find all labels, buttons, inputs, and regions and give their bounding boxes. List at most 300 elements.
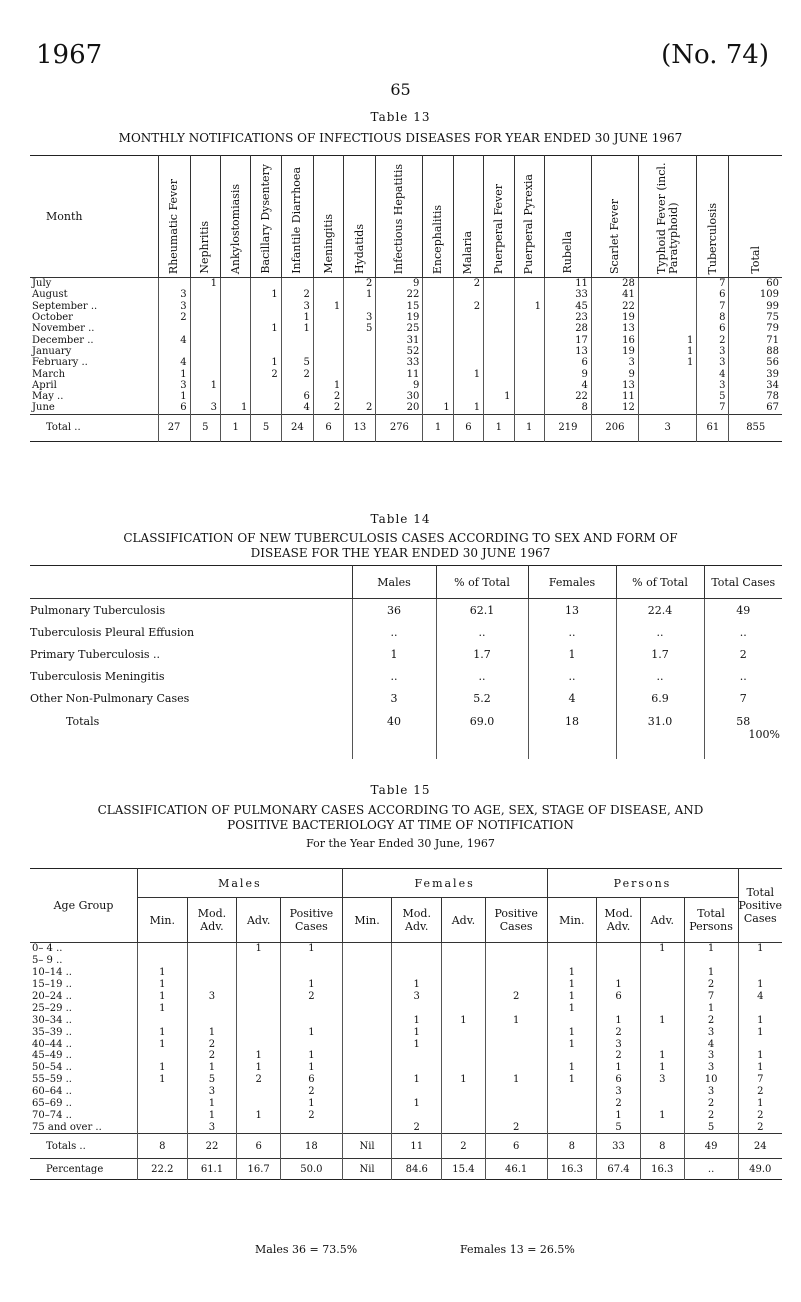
- column-header: [376, 156, 423, 278]
- column-header-text: Ankylostomiasis: [228, 183, 242, 274]
- data-cell: 10: [684, 1074, 738, 1086]
- data-cell: 3: [684, 1026, 738, 1038]
- data-cell: 1: [281, 1098, 343, 1110]
- table14: [30, 565, 782, 759]
- age-cell: 60–64 ..: [32, 1086, 72, 1098]
- data-cell: 1: [392, 1014, 442, 1026]
- blank-header: [30, 566, 352, 599]
- total-cell: 6: [485, 1134, 547, 1159]
- data-cell: 3: [187, 1086, 237, 1098]
- data-cell: 4: [158, 334, 190, 345]
- data-cell: [342, 991, 392, 1003]
- column-header-text: Infantile Diarrhoea: [290, 167, 304, 274]
- data-cell: 1: [547, 1026, 597, 1038]
- column-header: [313, 156, 343, 278]
- data-cell: 2: [485, 991, 547, 1003]
- data-cell: 109: [759, 289, 779, 301]
- data-cell: 3: [697, 357, 729, 368]
- total-cell: 2: [442, 1134, 486, 1159]
- data-cell: 1: [547, 979, 597, 991]
- percentage-cell: 16.3: [547, 1159, 597, 1180]
- month-cell: December ..: [30, 334, 158, 345]
- total-cell: [352, 709, 436, 759]
- total-label: Totals ..: [30, 1134, 137, 1159]
- data-cell: [190, 357, 220, 368]
- total-cell: 13: [344, 414, 376, 441]
- data-cell: [221, 368, 251, 379]
- data-cell: [547, 1121, 597, 1133]
- data-cell: [190, 301, 220, 312]
- table13: [30, 155, 782, 442]
- data-cell: [638, 301, 696, 312]
- percentage-cell: 67.4: [597, 1159, 641, 1180]
- data-cell: [221, 312, 251, 323]
- total-cell: 8: [547, 1134, 597, 1159]
- table-row: [30, 323, 782, 334]
- data-cell: 2: [344, 402, 376, 414]
- data-cell: 1: [251, 289, 281, 300]
- data-cell: [442, 1038, 486, 1050]
- data-cell: [137, 1014, 187, 1026]
- column-header-text: Infectious Hepatitis: [392, 163, 406, 274]
- data-cell: [137, 1109, 187, 1121]
- data-cell: [442, 1062, 486, 1074]
- data-cell: 1: [738, 1050, 782, 1062]
- data-cell: [640, 1038, 684, 1050]
- data-cell: 11: [376, 368, 423, 379]
- age-cell: 50–54 ..: [32, 1062, 72, 1074]
- page-header: [0, 40, 801, 80]
- data-cell: 1: [453, 402, 483, 414]
- data-cell: [514, 368, 544, 379]
- data-cell: 60: [766, 278, 779, 290]
- data-cell: 11: [591, 391, 638, 402]
- data-cell: [485, 1086, 547, 1098]
- data-cell: [237, 1121, 281, 1133]
- data-cell: [158, 346, 190, 357]
- column-header-text: Meningitis: [321, 214, 335, 274]
- total-cell: 6: [453, 414, 483, 441]
- data-cell: [237, 1038, 281, 1050]
- data-cell: 1: [187, 1109, 237, 1121]
- column-header-text: Rheumatic Fever: [167, 178, 181, 274]
- data-cell: [453, 312, 483, 323]
- data-cell: [190, 346, 220, 357]
- data-cell: 1: [738, 1098, 782, 1110]
- data-cell: 1: [137, 1038, 187, 1050]
- data-cell: 1: [485, 1074, 547, 1086]
- data-cell: 2: [251, 368, 281, 379]
- sub-column-header: Adv.: [442, 898, 486, 943]
- data-cell: 1: [190, 278, 220, 290]
- data-cell: 1: [187, 1026, 237, 1038]
- data-cell: 5.2: [436, 687, 528, 709]
- data-cell: [684, 955, 738, 967]
- column-header-text: Encephalitis: [431, 204, 445, 274]
- table-row: [30, 943, 782, 955]
- data-cell: [342, 1109, 392, 1121]
- column-header: [591, 156, 638, 278]
- table-row: [30, 1121, 782, 1133]
- data-cell: 2: [237, 1074, 281, 1086]
- data-cell: [281, 1121, 343, 1133]
- data-cell: [281, 380, 313, 391]
- data-cell: [484, 278, 514, 290]
- data-cell: 3: [684, 1050, 738, 1062]
- column-header: [344, 156, 376, 278]
- data-cell: 22: [376, 289, 423, 300]
- data-cell: 19: [376, 312, 423, 323]
- data-cell: [344, 391, 376, 402]
- data-cell: 6: [697, 289, 729, 300]
- data-cell: [638, 391, 696, 402]
- data-cell: 67: [766, 402, 779, 414]
- total-cell: [436, 709, 528, 759]
- data-cell: [547, 1050, 597, 1062]
- data-cell: [738, 967, 782, 979]
- data-cell: [597, 1002, 641, 1014]
- data-cell: 6: [281, 1074, 343, 1086]
- data-cell: [423, 346, 453, 357]
- data-cell: ..: [616, 621, 704, 643]
- percentage-cell: 16.3: [640, 1159, 684, 1180]
- column-header: Females: [528, 566, 616, 599]
- data-cell: 1: [738, 1014, 782, 1026]
- data-cell: 4: [528, 687, 616, 709]
- data-cell: 19: [591, 312, 638, 323]
- data-cell: 1: [547, 967, 597, 979]
- data-cell: 2: [684, 1014, 738, 1026]
- table-row: [30, 991, 782, 1003]
- data-cell: [237, 1002, 281, 1014]
- data-cell: [251, 391, 281, 402]
- data-cell: [484, 334, 514, 345]
- total-cell: 8: [640, 1134, 684, 1159]
- age-cell: 25–29 ..: [32, 1002, 72, 1014]
- data-cell: [484, 289, 514, 300]
- month-cell: June: [30, 402, 158, 414]
- data-cell: 2: [313, 391, 343, 402]
- data-cell: 1: [281, 312, 313, 323]
- table-row: [30, 1086, 782, 1098]
- age-cell: 5– 9 ..: [32, 955, 63, 967]
- data-cell: [190, 391, 220, 402]
- data-cell: 3: [158, 289, 190, 300]
- column-header: [251, 156, 281, 278]
- data-cell: [640, 955, 684, 967]
- data-cell: 6: [697, 323, 729, 334]
- data-cell: [484, 312, 514, 323]
- data-cell: [485, 943, 547, 955]
- data-cell: 1: [597, 1062, 641, 1074]
- data-cell: 36: [352, 599, 436, 622]
- data-cell: [638, 312, 696, 323]
- data-cell: 1: [392, 1038, 442, 1050]
- percentage-cell: 46.1: [485, 1159, 547, 1180]
- total-value: 69.0: [469, 715, 495, 728]
- data-cell: [313, 312, 343, 323]
- data-cell: 33: [544, 289, 591, 300]
- table-row: [30, 278, 782, 290]
- data-cell: [190, 368, 220, 379]
- data-cell: [221, 334, 251, 345]
- data-cell: [514, 334, 544, 345]
- data-cell: 45: [544, 301, 591, 312]
- data-cell: [514, 323, 544, 334]
- total-cell: 3: [638, 414, 696, 441]
- data-cell: [547, 955, 597, 967]
- table-row: [30, 1062, 782, 1074]
- total-percent: 100%: [748, 728, 780, 741]
- data-cell: [187, 1002, 237, 1014]
- data-cell: 15: [376, 301, 423, 312]
- data-cell: [453, 346, 483, 357]
- sub-column-header: Adv.: [640, 898, 684, 943]
- data-cell: 4: [158, 357, 190, 368]
- data-cell: 11: [544, 278, 591, 290]
- percentage-cell: 22.2: [137, 1159, 187, 1180]
- data-cell: [237, 967, 281, 979]
- data-cell: 1: [738, 979, 782, 991]
- data-cell: [251, 278, 281, 290]
- total-cell: Nil: [342, 1134, 392, 1159]
- row-label: Other Non-Pulmonary Cases: [30, 691, 190, 705]
- total-row: [30, 414, 782, 441]
- data-cell: 4: [684, 1038, 738, 1050]
- percentage-label: Percentage: [30, 1159, 137, 1180]
- data-cell: 71: [766, 334, 779, 346]
- data-cell: [514, 312, 544, 323]
- column-header: % of Total: [436, 566, 528, 599]
- data-cell: [640, 967, 684, 979]
- data-cell: 2: [187, 1038, 237, 1050]
- data-cell: [423, 289, 453, 300]
- data-cell: [423, 278, 453, 290]
- percentage-cell: 61.1: [187, 1159, 237, 1180]
- data-cell: [313, 357, 343, 368]
- age-cell: 30–34 ..: [32, 1014, 72, 1026]
- data-cell: [453, 289, 483, 300]
- total-cell: 11: [392, 1134, 442, 1159]
- data-cell: [344, 346, 376, 357]
- table15-label: Table 15: [370, 783, 431, 797]
- month-cell: February ..: [30, 357, 158, 368]
- data-cell: 1: [597, 1014, 641, 1026]
- table-row: [30, 955, 782, 967]
- data-cell: [392, 955, 442, 967]
- page-number: 65: [390, 80, 411, 99]
- sub-column-header: Positive Cases: [281, 898, 343, 943]
- total-cell: 6: [313, 414, 343, 441]
- total-label: Total ..: [30, 414, 158, 441]
- data-cell: [485, 1098, 547, 1110]
- data-cell: 22.4: [616, 599, 704, 622]
- sub-column-header: Positive Cases: [485, 898, 547, 943]
- data-cell: [597, 967, 641, 979]
- data-cell: 4: [281, 402, 313, 414]
- table-row: [30, 391, 782, 402]
- data-cell: [738, 1038, 782, 1050]
- data-cell: [281, 1014, 343, 1026]
- data-cell: [251, 346, 281, 357]
- data-cell: 3: [158, 380, 190, 391]
- table13-title: MONTHLY NOTIFICATIONS OF INFECTIOUS DISEASES FOR YEAR ENDED 30 JUNE 1967: [118, 131, 683, 145]
- column-header-text: Hydatids: [352, 223, 366, 274]
- data-cell: [221, 391, 251, 402]
- data-cell: 1: [442, 1074, 486, 1086]
- data-cell: [423, 391, 453, 402]
- data-cell: [281, 278, 313, 290]
- data-cell: [137, 1121, 187, 1133]
- data-cell: [423, 334, 453, 345]
- data-cell: [514, 391, 544, 402]
- table-row: [30, 979, 782, 991]
- data-cell: 2: [281, 368, 313, 379]
- data-cell: 78: [766, 391, 779, 403]
- data-cell: 1: [597, 979, 641, 991]
- data-cell: 17: [544, 334, 591, 345]
- data-cell: [344, 357, 376, 368]
- column-header: [453, 156, 483, 278]
- data-cell: 52: [376, 346, 423, 357]
- data-cell: 1: [638, 346, 696, 357]
- data-cell: [137, 1086, 187, 1098]
- data-cell: 1: [237, 1050, 281, 1062]
- data-cell: [453, 323, 483, 334]
- table-row: [30, 1050, 782, 1062]
- data-cell: 2: [281, 991, 343, 1003]
- table-row: [30, 1014, 782, 1026]
- percentage-cell: 15.4: [442, 1159, 486, 1180]
- data-cell: 3: [352, 687, 436, 709]
- data-cell: 19: [591, 346, 638, 357]
- data-cell: 7: [738, 1074, 782, 1086]
- data-cell: 3: [640, 1074, 684, 1086]
- data-cell: ..: [436, 621, 528, 643]
- data-cell: 1: [237, 1109, 281, 1121]
- data-cell: [281, 346, 313, 357]
- data-cell: [281, 967, 343, 979]
- month-header: Month: [30, 156, 158, 278]
- month-cell: January: [30, 346, 158, 357]
- data-cell: [237, 955, 281, 967]
- data-cell: [738, 1002, 782, 1014]
- table-row: [30, 380, 782, 391]
- total-value: 58: [736, 715, 751, 728]
- data-cell: ..: [704, 621, 782, 643]
- data-cell: [442, 1121, 486, 1133]
- table-row: [30, 402, 782, 414]
- month-cell: September ..: [30, 301, 158, 312]
- data-cell: [251, 334, 281, 345]
- table-row: [30, 301, 782, 312]
- data-cell: 3: [684, 1086, 738, 1098]
- data-cell: 28: [544, 323, 591, 334]
- data-cell: [423, 357, 453, 368]
- row-label: Tuberculosis Meningitis: [30, 669, 165, 683]
- data-cell: [313, 368, 343, 379]
- group-header: Males: [137, 869, 342, 898]
- age-cell: 40–44 ..: [32, 1038, 72, 1050]
- data-cell: 31: [376, 334, 423, 345]
- data-cell: [640, 1002, 684, 1014]
- data-cell: 41: [591, 289, 638, 300]
- data-cell: [187, 943, 237, 955]
- column-header: [158, 156, 190, 278]
- total-cell: 18: [281, 1134, 343, 1159]
- data-cell: 1: [281, 1050, 343, 1062]
- data-cell: [638, 289, 696, 300]
- data-cell: [638, 278, 696, 290]
- table-row: [30, 599, 782, 622]
- table-row: [30, 1038, 782, 1050]
- data-cell: 1: [453, 368, 483, 379]
- sub-column-header: Mod. Adv.: [187, 898, 237, 943]
- data-cell: [137, 1050, 187, 1062]
- total-cell: 6: [237, 1134, 281, 1159]
- total-cell: [616, 709, 704, 759]
- table-row: [30, 643, 782, 665]
- total-value: 40: [387, 715, 401, 728]
- data-cell: [442, 1026, 486, 1038]
- column-header-text: Typhoid Fever (incl. Paratyphoid): [654, 162, 680, 274]
- data-cell: 33: [376, 357, 423, 368]
- data-cell: [547, 1086, 597, 1098]
- data-cell: 1: [640, 1014, 684, 1026]
- data-cell: 1: [313, 380, 343, 391]
- data-cell: 88: [766, 345, 779, 357]
- data-cell: 22: [591, 301, 638, 312]
- data-cell: ..: [528, 665, 616, 687]
- data-cell: 2: [597, 1026, 641, 1038]
- month-cell: March: [30, 368, 158, 379]
- data-cell: 1: [392, 1026, 442, 1038]
- age-cell: 20–24 ..: [32, 991, 72, 1002]
- footer-females: Females 13 = 26.5%: [460, 1243, 575, 1256]
- data-cell: 1: [158, 391, 190, 402]
- data-cell: [484, 301, 514, 312]
- footer-males: Males 36 = 73.5%: [255, 1243, 358, 1256]
- data-cell: 1: [738, 1062, 782, 1074]
- total-cell: 8: [137, 1134, 187, 1159]
- data-cell: [514, 357, 544, 368]
- data-cell: 1: [187, 1062, 237, 1074]
- data-cell: 23: [544, 312, 591, 323]
- table-row: [30, 368, 782, 379]
- data-cell: [392, 1050, 442, 1062]
- data-cell: [281, 955, 343, 967]
- data-cell: 2: [738, 1109, 782, 1121]
- percentage-cell: 16.7: [237, 1159, 281, 1180]
- data-cell: 39: [766, 368, 779, 380]
- data-cell: [485, 955, 547, 967]
- data-cell: 1: [137, 991, 187, 1003]
- data-cell: [392, 943, 442, 955]
- sub-column-header: Mod. Adv.: [597, 898, 641, 943]
- data-cell: [547, 1098, 597, 1110]
- data-cell: [342, 1086, 392, 1098]
- data-cell: 1: [528, 643, 616, 665]
- percentage-cell: 49.0: [738, 1159, 782, 1180]
- data-cell: 3: [392, 991, 442, 1003]
- data-cell: 1: [423, 402, 453, 414]
- row-label: Tuberculosis Pleural Effusion: [30, 625, 195, 639]
- data-cell: 3: [187, 991, 237, 1003]
- data-cell: 9: [544, 368, 591, 379]
- data-cell: 34: [766, 379, 779, 391]
- data-cell: 4: [697, 368, 729, 379]
- total-cell: [528, 709, 616, 759]
